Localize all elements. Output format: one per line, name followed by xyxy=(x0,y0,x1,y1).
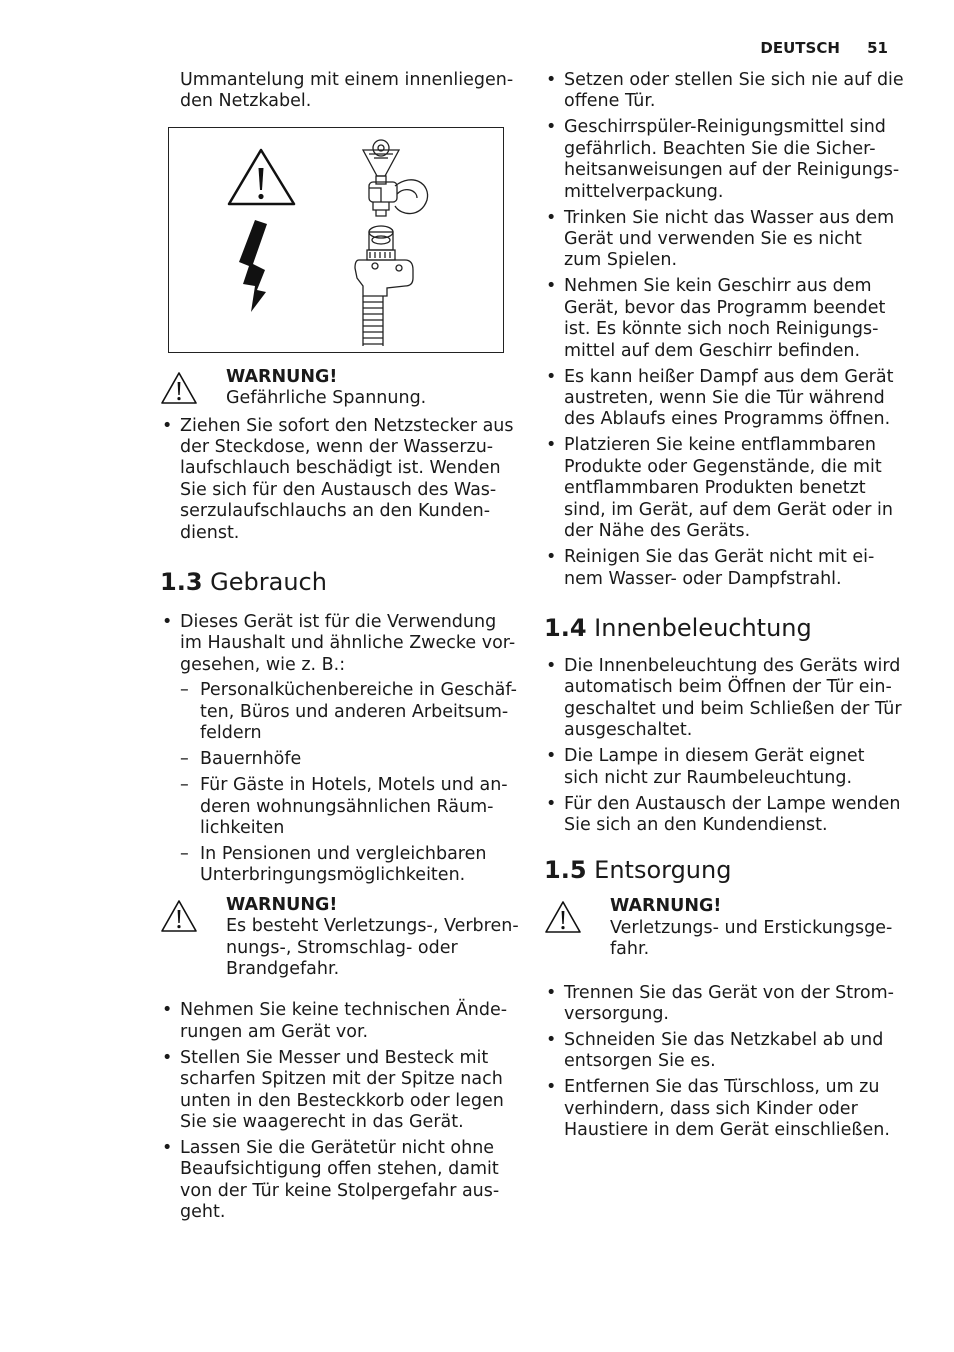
warning-icon xyxy=(160,371,198,405)
usage-sublist xyxy=(180,680,520,886)
lightning-bolt-icon xyxy=(239,220,267,312)
section-heading-1-5 xyxy=(544,856,904,884)
section-title: Innenbeleuchtung xyxy=(594,613,812,642)
warning-icon xyxy=(160,899,198,933)
water-hose-illustration xyxy=(168,127,504,353)
list-item: • Schneiden Sie das Netzkabel ab und entsorgen Sie es. xyxy=(544,1030,904,1073)
sublist-item: – In Pensionen und vergleichbaren Unterbringungsmöglichkeiten. xyxy=(180,844,520,887)
list-item: • Die Lampe in diesem Gerät eignet sich nicht zur Raumbeleuchtung. xyxy=(544,746,904,789)
sublist-item: – Bauernhöfe xyxy=(180,749,520,770)
warning-voltage xyxy=(160,367,520,410)
sublist-item: – Für Gäste in Hotels, Motels und an- deren wohnungsähnlichen Räum- lichkeiten xyxy=(180,775,520,839)
section-number: 1.3 xyxy=(160,568,203,597)
section-number: 1.5 xyxy=(544,856,587,885)
usage-continued-list xyxy=(544,70,904,590)
warning-suffocation xyxy=(544,896,904,960)
warning-triangle-icon xyxy=(229,150,294,204)
list-item: • Nehmen Sie keine technischen Ände- rungen am Gerät vor. xyxy=(160,1000,520,1043)
hose-warning-figure xyxy=(169,128,503,352)
list-item: • Entfernen Sie das Türschloss, um zu verhindern, dass sich Kinder oder Haustiere in dem Gerät einschließen. xyxy=(544,1077,904,1141)
list-item: • Trennen Sie das Gerät von der Strom- versorgung. xyxy=(544,983,904,1026)
list-item: • Nehmen Sie kein Geschirr aus dem Gerät, bevor das Programm beendet ist. Es könnte sich noch Reinigungs- mittel auf dem Geschirr befinden. xyxy=(544,276,904,362)
usage-bullet-list xyxy=(160,612,520,887)
section-heading-1-3 xyxy=(160,568,520,596)
list-item: • Lassen Sie die Gerätetür nicht ohne Beaufsichtigung offen stehen, damit von der Tür keine Stolpergefahr aus- geht. xyxy=(160,1138,520,1224)
list-item: • Geschirrspüler-Reinigungsmittel sind gefährlich. Beachten Sie die Sicher- heitsanweisungen auf der Reinigungs- mittelverpackung. xyxy=(544,117,904,203)
list-item: • Setzen oder stellen Sie sich nie auf die offene Tür. xyxy=(544,70,904,113)
section-heading-1-4 xyxy=(544,614,904,642)
list-item: • Für den Austausch der Lampe wenden Sie sich an den Kundendienst. xyxy=(544,794,904,837)
list-item: • Es kann heißer Dampf aus dem Gerät austreten, wenn Sie die Tür während des Ablaufs eines Programms öffnen. xyxy=(544,367,904,431)
hose-bullet-list xyxy=(160,416,520,544)
list-item: • Die Innenbeleuchtung des Geräts wird automatisch beim Öffnen der Tür ein- geschaltet und beim Schließen der Tür ausgeschaltet. xyxy=(544,656,904,742)
warning-text: Es besteht Verletzungs-, Verbren- nungs-, Stromschlag- oder Brandgefahr. xyxy=(226,916,519,979)
sublist-item: – Personalküchenbereiche in Geschäf- ten, Büros und anderen Arbeitsum- feldern xyxy=(180,680,520,744)
left-column xyxy=(160,70,520,1228)
section-title: Entsorgung xyxy=(594,856,732,885)
warning-text: Verletzungs- und Erstickungsge- fahr. xyxy=(610,917,893,960)
list-item: • Stellen Sie Messer und Besteck mit scharfen Spitzen mit der Spitze nach unten in den Besteckkorb oder legen Sie sie waagerecht in das Gerät. xyxy=(160,1048,520,1134)
list-item: • Reinigen Sie das Gerät nicht mit ei- nem Wasser- oder Dampfstrahl. xyxy=(544,547,904,590)
usage-text: Dieses Gerät ist für die Verwendung im Haushalt und ähnliche Zwecke vor- gesehen, wie z. B.: xyxy=(180,612,516,675)
warning-text: Gefährliche Spannung. xyxy=(226,388,427,409)
list-item: • Ziehen Sie sofort den Netzstecker aus der Steckdose, wenn der Wasserzu- laufschlauch beschädigt ist. Wenden Sie sich für den Austausch des Was- serzulaufschlauchs an den Kunden- dienst. xyxy=(160,416,520,544)
hose-connector-icon xyxy=(355,226,413,346)
disposal-list xyxy=(544,983,904,1142)
section-number: 1.4 xyxy=(544,613,587,642)
usage-safety-list xyxy=(160,1000,520,1223)
right-column xyxy=(544,70,904,1146)
water-tap-icon xyxy=(363,140,428,216)
list-item: • Trinken Sie nicht das Wasser aus dem Gerät und verwenden Sie es nicht zum Spielen. xyxy=(544,208,904,272)
warning-icon xyxy=(544,900,582,934)
warning-injury xyxy=(160,895,520,981)
warning-title: WARNUNG! xyxy=(226,894,338,915)
warning-title: WARNUNG! xyxy=(610,896,722,917)
page-header xyxy=(738,38,888,59)
page-number: 51 xyxy=(867,39,888,57)
warning-title: WARNUNG! xyxy=(226,366,338,387)
list-item xyxy=(160,612,520,887)
header-language: DEUTSCH xyxy=(760,39,840,57)
section-title: Gebrauch xyxy=(210,568,327,597)
intro-text: Ummantelung mit einem innenliegen- den Netzkabel. xyxy=(180,70,514,112)
lighting-list xyxy=(544,656,904,836)
list-item: • Platzieren Sie keine entflammbaren Produkte oder Gegenstände, die mit entflammbaren Produkten benetzt sind, im Gerät, auf dem Gerät oder in der Nähe des Geräts. xyxy=(544,435,904,542)
